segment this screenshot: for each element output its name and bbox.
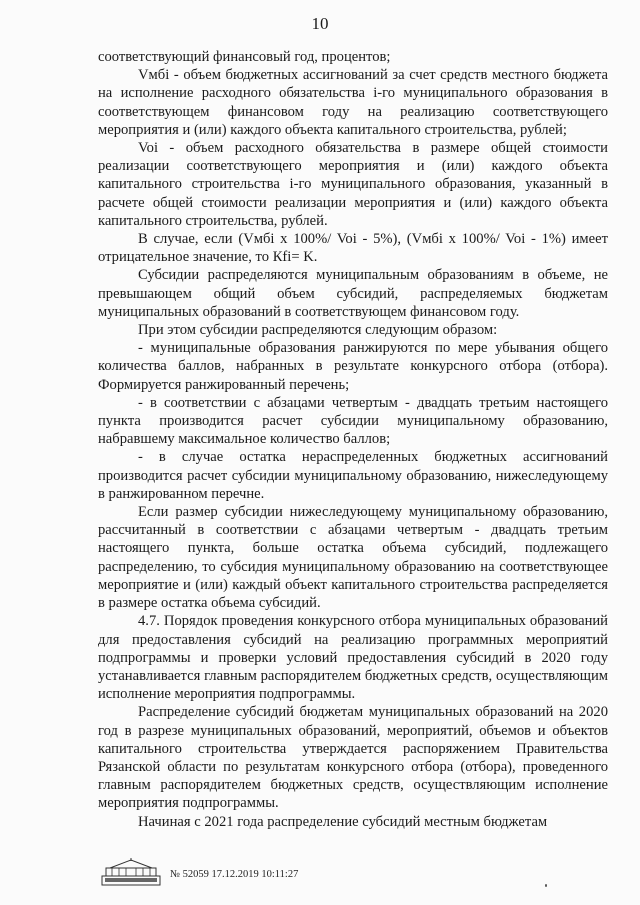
paragraph: Если размер субсидии нижеследующему муниципальному образованию, рассчитанный в соответствии с абзацами четвертым - двадцать третьим настоящего пункта, больше остатка объема субсидий, подлежащего распределению, то субсидия муниципальному образованию на соответствующее мероприятие и (или) каждый объект капитального строительства распределяется в размере остатка объема субсидий. bbox=[98, 504, 608, 612]
paragraph: - муниципальные образования ранжируются по мере убывания общего количества баллов, набранных в результате конкурсного отбора (отбора). Формируется ранжированный перечень; bbox=[98, 340, 608, 393]
government-building-seal-icon bbox=[100, 858, 162, 886]
paragraph: В случае, если (Vмбi x 100%/ Voi - 5%), (Vмбi x 100%/ Voi - 1%) имеет отрицательное значение, то Кfi= K. bbox=[98, 231, 608, 266]
paragraph: Voi - объем расходного обязательства в размере общей стоимости реализации соответствующего мероприятия и (или) каждого объекта капитального строительства i-го муниципального образования, указанный в расчете общей стоимости реализации мероприятия и (или) каждого объекта капитального строительства, рублей. bbox=[98, 140, 608, 229]
paragraph: Распределение субсидий бюджетам муниципальных образований на 2020 год в разрезе муниципальных образований, мероприятий, объемов и объектов капитального строительства утверждается распоряжением Правительства Рязанской области по результатам конкурсного отбора (отбора), проведенного главным распорядителем бюджетных средств, осуществляющим исполнение мероприятия подпрограммы. bbox=[98, 704, 608, 812]
paragraph: 4.7. Порядок проведения конкурсного отбора муниципальных образований для предоставления субсидий на реализацию программных мероприятий подпрограммы и проверки условий предоставления субсидий в 2020 году устанавливается главным распорядителем бюджетных средств, осуществляющим исполнение мероприятия подпрограммы. bbox=[98, 613, 608, 703]
document-footer bbox=[100, 858, 400, 888]
registration-stamp: № 52059 17.12.2019 10:11:27 bbox=[170, 869, 299, 880]
paragraph: Vмбi - объем бюджетных ассигнований за счет средств местного бюджета на исполнение расходного обязательства i-го муниципального образования в соответствующем финансовом году на реализацию соответствующего мероприятия и (или) каждого объекта капитального строительства, рублей; bbox=[98, 67, 608, 138]
paragraph: - в случае остатка нераспределенных бюджетных ассигнований производится расчет субсидии муниципальному образованию, нижеследующему в ранжированном перечне. bbox=[98, 449, 608, 502]
paragraph: При этом субсидии распределяются следующим образом: bbox=[138, 322, 498, 339]
paragraph: Начиная с 2021 года распределение субсидий местным бюджетам bbox=[138, 813, 548, 830]
page-number: 10 bbox=[311, 14, 329, 33]
document-body bbox=[98, 48, 608, 831]
paragraph: - в соответствии с абзацами четвертым - двадцать третьим настоящего пункта производится расчет субсидии муниципальному образованию, набравшему максимальное количество баллов; bbox=[98, 394, 608, 448]
paragraph: Субсидии распределяются муниципальным образованиям в объеме, не превышающем общий объем субсидий, распределяемых бюджетам муниципальных образований в соответствующем финансовом году. bbox=[98, 267, 608, 320]
scan-speck bbox=[545, 884, 547, 887]
paragraph: соответствующий финансовый год, процентов; bbox=[98, 49, 391, 65]
